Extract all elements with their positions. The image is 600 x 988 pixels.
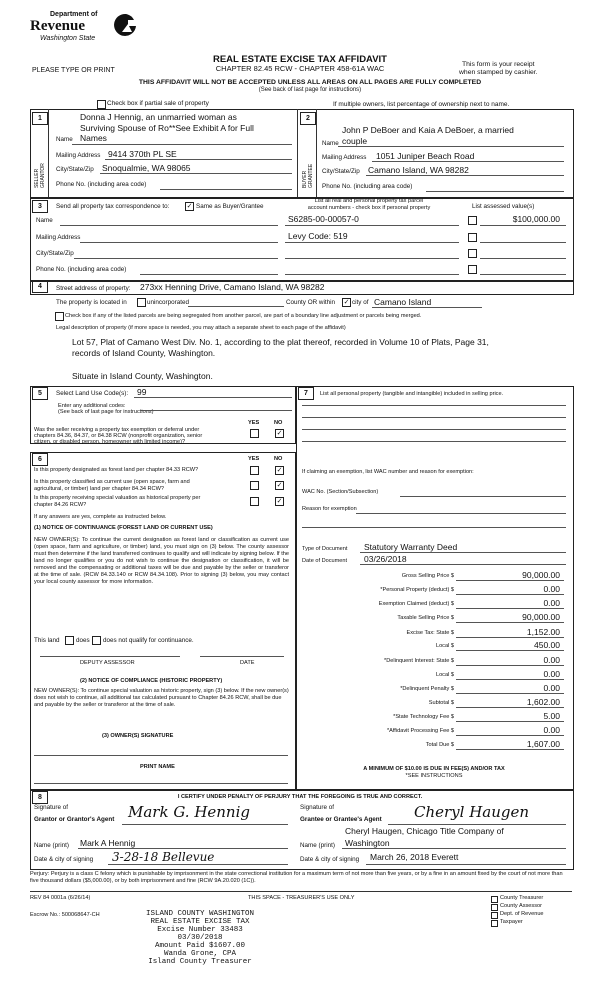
stamp-line: Wanda Grone, CPA (163, 950, 236, 958)
parcel-personal-checkbox-1[interactable] (468, 216, 477, 225)
deputy-date-label: DATE (240, 660, 255, 666)
city-of-label: city of (352, 299, 369, 306)
form-revision: REV 84 0001a (6/26/14) (30, 895, 91, 901)
exempt-q-line3: citizen, or disabled person, homeowner with limited income)? (34, 439, 186, 445)
tax-row-value[interactable]: 450.00 (534, 640, 560, 650)
seller-name-line2: Surviving Spouse of Ro**See Exhibit A for Full (80, 123, 254, 133)
tax-row-label: *Delinquent Interest: State $ (384, 658, 454, 664)
wac-label: WAC No. (Section/Subsection) (302, 489, 379, 495)
located-label: The property is located in (56, 299, 127, 306)
copy-label: Dept. of Revenue (500, 911, 544, 917)
historic-q-line1: Is this property receiving special valuation as historical property per (34, 495, 201, 501)
logo-line3: Washington State (40, 35, 96, 42)
city-of-checkbox[interactable]: ✓ (343, 299, 350, 306)
send-correspondence-label: Send all property tax correspondence to: (56, 203, 170, 210)
exempt-q-line1: Was the seller receiving a property tax exemption or deferral under (34, 427, 200, 433)
grantee-signature[interactable]: Cheryl Haugen (414, 803, 530, 821)
multiple-owners-note: If multiple owners, list percentage of ownership next to name. (333, 101, 510, 108)
section-1-number: 1 (32, 112, 48, 125)
parcel-header-2: account numbers - check box if personal property (307, 205, 431, 211)
tax-row-value[interactable]: 1,602.00 (526, 697, 560, 707)
grantee-sig-of-label: Signature of (300, 804, 334, 811)
sec3-city-label: City/State/Zip (36, 250, 74, 257)
copy-checkbox[interactable] (491, 920, 498, 927)
receipt-note-1: This form is your receipt (462, 61, 535, 68)
form-chapter: CHAPTER 82.45 RCW - CHAPTER 458-61A WAC (215, 64, 385, 73)
tax-row-value[interactable]: 0.00 (543, 725, 560, 735)
tax-row-label: *State Technology Fee $ (393, 714, 454, 720)
grantee-print-name[interactable]: Washington (345, 838, 390, 848)
total-due-value[interactable]: 1,607.00 (526, 739, 560, 749)
seller-side-label: SELLER GRANTOR (34, 163, 46, 188)
does-checkbox[interactable] (65, 636, 74, 645)
unincorporated-label: unincorporated (147, 299, 190, 306)
minimum-fee-note: A MINIMUM OF $10.00 IS DUE IN FEE(S) AND/OR TAX (363, 766, 505, 772)
parcel-number[interactable]: S6285-00-00057-0 (288, 214, 359, 224)
section-5-number: 5 (32, 387, 48, 400)
legal-line-3: Situate in Island County, Washington. (72, 371, 213, 381)
section-6-number: 6 (32, 453, 48, 466)
tax-row-label: Excise Tax: State $ (406, 630, 454, 636)
grantor-sig-of-label: Signature of (34, 804, 68, 811)
tax-row-value[interactable]: 90,000.00 (522, 612, 560, 622)
historic-q-line2: chapter 84.26 RCW? (34, 502, 87, 508)
tax-row-label: *Affidavit Processing Fee $ (386, 728, 454, 734)
owner-signature-label: (3) OWNER(S) SIGNATURE (102, 733, 174, 739)
stamp-line: REAL ESTATE EXCISE TAX (150, 918, 250, 926)
buyer-city-label: City/State/Zip (322, 168, 360, 175)
logo-line2: Revenue (30, 18, 85, 34)
tax-row-label: Taxable Selling Price $ (397, 615, 454, 621)
current-use-no-checkbox[interactable]: ✓ (276, 482, 283, 489)
this-land-label: This land (34, 637, 60, 644)
tax-row-value[interactable]: 90,000.00 (522, 570, 560, 580)
parcel-personal-checkbox-2[interactable] (468, 233, 477, 242)
copy-checkbox[interactable] (491, 904, 498, 911)
stamp-line: 03/30/2018 (177, 934, 223, 942)
tax-row-value[interactable]: 0.00 (543, 669, 560, 679)
personal-property-label: List all personal property (tangible and intangible) included in selling price. (320, 391, 504, 397)
current-use-yes-checkbox[interactable] (250, 481, 259, 490)
exempt-q-line2: chapters 84.36, 84.37, or 84.38 RCW (nonprofit organization, senior (34, 433, 203, 439)
sec6-no-header: NO (274, 456, 283, 462)
stamp-line: ISLAND COUNTY WASHINGTON (145, 910, 255, 918)
seller-name-line3: Names (80, 133, 107, 143)
grantee-date-city[interactable]: March 26, 2018 Everett (370, 852, 459, 862)
exempt-no-checkbox[interactable]: ✓ (276, 430, 283, 437)
copy-label: County Assessor (500, 903, 542, 909)
sec5-yes-header: YES (248, 420, 260, 426)
parcel-personal-checkbox-3[interactable] (468, 249, 477, 258)
same-as-buyer-label: Same as Buyer/Grantee (196, 203, 264, 210)
tax-row-value[interactable]: 5.00 (543, 711, 560, 721)
grantor-agent-label: Grantor or Grantor's Agent (34, 816, 115, 823)
logo-line1: Department of (50, 11, 98, 18)
assessed-value[interactable]: $100,000.00 (512, 214, 560, 224)
grantor-name-label: Name (print) (34, 842, 69, 849)
sec3-phone-label: Phone No. (including area code) (36, 266, 127, 273)
sec3-mailing-label: Mailing Address (36, 234, 81, 241)
stamp-line: Amount Paid $1607.00 (154, 942, 245, 950)
does-not-label: does not qualify for continuance. (103, 637, 194, 644)
grantee-signer-print: Cheryl Haugen, Chicago Title Company of (345, 826, 504, 836)
section-4-number: 4 (32, 281, 48, 293)
tax-row-value[interactable]: 0.00 (543, 683, 560, 693)
tax-row-label: Subtotal $ (428, 700, 454, 706)
tax-row-label: *Delinquent Penalty $ (400, 686, 454, 692)
tax-row-label: *Personal Property (deduct) $ (380, 587, 454, 593)
seller-city-label: City/State/Zip (56, 166, 94, 173)
county-or-label: County OR within (286, 299, 335, 306)
perjury-statement: Perjury: Perjury is a class C felony which is punishable by imprisonment in the state correctional institution for a maximum term of not more than five years, or by a fine in an amount fixed by the court of not more than five thousand dollars ($5,000.00), or by both imprisonment and fine (RCW 9A.20.020 (1C)). (30, 871, 563, 884)
grantor-date-city[interactable]: 3-28-18 Bellevue (112, 850, 215, 864)
property-street[interactable]: 273xx Henning Drive, Camano Island, WA 98282 (140, 282, 325, 292)
street-label: Street address of property: (56, 285, 131, 292)
sec6-yes-header: YES (248, 456, 260, 462)
partial-sale-label: Check box if partial sale of property (107, 100, 209, 107)
tax-row-value[interactable]: 0.00 (543, 584, 560, 594)
sec3-name-label: Name (36, 217, 53, 224)
legal-line-2: records of Island County, Washington. (72, 348, 216, 358)
buyer-phone-label: Phone No. (including area code) (322, 183, 413, 190)
notice-compliance-text: NEW OWNER(S): To continue special valuation as historic property, sign (3) below. If the new owner(s) does not wish to continue, all additional tax calculated pursuant to Chapter 84.26 RCW, shall be due and payable by the seller or transferor at the time of sale. (34, 688, 289, 708)
same-as-buyer-checkbox[interactable]: ✓ (186, 203, 193, 210)
sec5-see-back: (See back of last page for instructions) (58, 409, 154, 415)
section-3-number: 3 (32, 200, 48, 213)
see-back-note: (See back of last page for instructions) (258, 87, 362, 93)
buyer-mailing-label: Mailing Address (322, 154, 367, 161)
legal-line-1: Lot 57, Plat of Camano West Div. No. 1, according to the plat thereof, recorded in Volume 10 of Plats, Page 31, (72, 337, 489, 347)
dor-logo (30, 10, 140, 50)
buyer-name-line1: John P DeBoer and Kaia A DeBoer, a married (342, 125, 514, 135)
stamp-line: Excise Number 33483 (157, 926, 243, 934)
current-use-q-line1: Is this property classified as current use (open space, farm and (34, 479, 190, 485)
forest-yes-checkbox[interactable] (250, 466, 259, 475)
copy-checkbox[interactable] (491, 896, 498, 903)
notice-compliance-title: (2) NOTICE OF COMPLIANCE (HISTORIC PROPERTY) (80, 678, 223, 684)
buyer-name-label: Name (322, 140, 339, 147)
historic-no-checkbox[interactable]: ✓ (276, 498, 283, 505)
copy-label: Taxpayer (500, 919, 523, 925)
grantor-signature[interactable]: Mark G. Hennig (128, 803, 250, 821)
deputy-assessor-label: DEPUTY ASSESSOR (80, 660, 135, 666)
notice-continuance-title: (1) NOTICE OF CONTINUANCE (FOREST LAND OR CURRENT USE) (34, 525, 213, 531)
grantee-agent-label: Grantee or Grantee's Agent (300, 816, 382, 823)
tax-row-label: Gross Selling Price $ (401, 573, 454, 579)
exemption-label: If claiming an exemption, list WAC number and reason for exemption: (302, 469, 474, 475)
grantor-print-name[interactable]: Mark A Hennig (80, 838, 136, 848)
doc-date-label: Date of Document (302, 558, 348, 564)
forest-no-checkbox[interactable]: ✓ (276, 467, 283, 474)
land-use-label: Select Land Use Code(s): (56, 390, 129, 397)
section-8-number: 8 (32, 791, 48, 804)
does-not-checkbox[interactable] (92, 636, 101, 645)
current-use-q-line2: agricultural, or timber) land per chapter 84.34 RCW? (34, 486, 164, 492)
land-use-code[interactable]: 99 (137, 387, 147, 397)
certify-statement: I CERTIFY UNDER PENALTY OF PERJURY THAT THE FOREGOING IS TRUE AND CORRECT. (177, 794, 423, 800)
seller-name-label: Name (56, 136, 73, 143)
notice-continuance-text: NEW OWNER(S): To continue the current designation as forest land or classification as current use (open space, farm and agriculture, or timber) land, you must sign on (3) below. The county assessor must then determine if the land transferred continues to qualify and will indicate by signing below. If the land no longer qualifies or you do not wish to continue the designation or classification, it will be removed and the compensating or additional taxes will be due and payable by the seller or transferor at the time of sale. (RCW 84.33.140 or RCW 84.34.108). Prior to signing (3) below, you may contact your local county assessor for more information. (34, 537, 289, 585)
assessed-header: List assessed value(s) (472, 203, 535, 210)
treasurer-space-label: THIS SPACE - TREASURER'S USE ONLY (248, 895, 355, 901)
seller-phone-label: Phone No. (including area code) (56, 181, 147, 188)
legal-description-label: Legal description of property (if more space is needed, you may attach a separate sheet to each page of the affidavit) (56, 325, 346, 331)
tax-row-value[interactable]: 0.00 (543, 598, 560, 608)
grantor-date-label: Date & city of signing (34, 856, 94, 863)
doc-type[interactable]: Statutory Warranty Deed (364, 542, 458, 552)
copy-checkbox[interactable] (491, 912, 498, 919)
seller-name-line1: Donna J Hennig, an unmarried woman as (80, 112, 237, 122)
parcel-header-1: List all real and personal property tax parcel (314, 198, 424, 204)
buyer-side-label: BUYER GRANTEE (302, 163, 314, 188)
segregated-checkbox[interactable] (55, 312, 64, 321)
city-name: Camano Island (374, 297, 432, 307)
tax-row-label: Local $ (435, 643, 454, 649)
buyer-city[interactable]: Camano Island, WA 98282 (368, 165, 469, 175)
doc-date[interactable]: 03/26/2018 (364, 554, 407, 564)
seller-mailing[interactable]: 9414 370th PL SE (108, 149, 177, 159)
forest-land-question: Is this property designated as forest land per chapter 84.33 RCW? (34, 467, 199, 473)
tax-row-label: Total Due $ (425, 742, 454, 748)
see-instructions-note: *SEE INSTRUCTIONS (405, 773, 463, 779)
seller-city[interactable]: Snoqualmie, WA 98065 (102, 163, 191, 173)
tax-row-label: Local $ (435, 672, 454, 678)
does-label: does (76, 637, 90, 644)
receipt-note-2: when stamped by cashier. (459, 69, 538, 76)
seller-mailing-label: Mailing Address (56, 152, 101, 159)
escrow-number: Escrow No.: 500068647-CH (30, 912, 100, 918)
grantee-name-label: Name (print) (300, 842, 335, 849)
copy-label: County Treasurer (500, 895, 544, 901)
unincorporated-checkbox[interactable] (137, 298, 146, 307)
tax-row-value[interactable]: 1,152.00 (526, 627, 560, 637)
reason-label: Reason for exemption (302, 506, 357, 512)
section-2-number: 2 (300, 112, 316, 125)
form-title: REAL ESTATE EXCISE TAX AFFIDAVIT (212, 54, 387, 65)
exempt-yes-checkbox[interactable] (250, 429, 259, 438)
print-name-label: PRINT NAME (140, 764, 175, 770)
historic-yes-checkbox[interactable] (250, 497, 259, 506)
warning-line: THIS AFFIDAVIT WILL NOT BE ACCEPTED UNLESS ALL AREAS ON ALL PAGES ARE FULLY COMPLETED (138, 79, 482, 86)
any-yes-note: If any answers are yes, complete as instructed below. (34, 514, 167, 520)
sec5-no-header: NO (274, 420, 283, 426)
please-type: PLEASE TYPE OR PRINT (32, 67, 115, 74)
tax-row-label: Exemption Claimed (deduct) $ (378, 601, 454, 607)
enter-codes-label: Enter any additional codes: (58, 403, 126, 409)
grantee-date-label: Date & city of signing (300, 856, 360, 863)
buyer-mailing[interactable]: 1051 Juniper Beach Road (376, 151, 475, 161)
doc-type-label: Type of Document (302, 546, 348, 552)
stamp-line: Island County Treasurer (148, 958, 252, 966)
buyer-name-line2: couple (342, 136, 368, 146)
dor-logo-icon (114, 12, 138, 38)
parcel-personal-checkbox-4[interactable] (468, 265, 477, 274)
section-7-number: 7 (298, 387, 314, 400)
tax-row-value[interactable]: 0.00 (543, 655, 560, 665)
segregated-label: Check box if any of the listed parcels are being segregated from another parcel, are part of a boundary line adjustment or parcels being merged. (65, 313, 422, 319)
partial-sale-checkbox[interactable] (97, 100, 106, 109)
levy-code: Levy Code: 519 (288, 231, 348, 241)
